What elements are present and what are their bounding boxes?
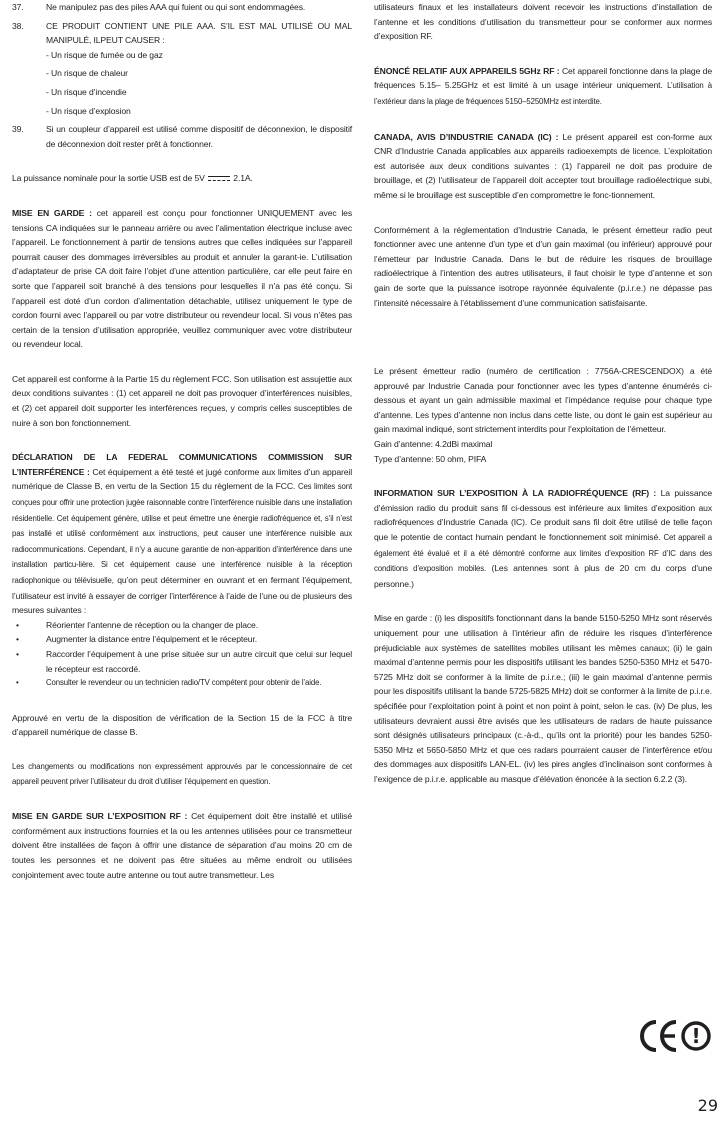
- fcc-declaration-heading: DÉCLARATION DE LA FEDERAL COMMUNICATIONS COMMISSION SUR L’INTERFÉRENCE :: [12, 452, 352, 477]
- 5ghz-text: Cet appareil fonctionne dans la plage de fréquences 5.15– 5.25GHz et est limité à un usage intérieur uniquement.: [374, 65, 712, 91]
- alert-mark-text: !: [691, 1024, 701, 1048]
- remedy-item: • Raccorder l’équipement à une prise située sur un autre circuit que celui sur lequel le récepteur est raccordé.: [12, 647, 352, 676]
- rf-exposure-heading: MISE EN GARDE SUR L’EXPOSITION RF :: [12, 811, 188, 822]
- 5ghz-heading: ÉNONCÉ RELATIF AUX APPAREILS 5GHz RF :: [374, 65, 560, 76]
- canada-ic-text: Le présent appareil est con-forme aux CNR d’Industrie Canada applicables aux appareils radioexempts de licence. L’exploitation est autorisée aux deux conditions suivantes : (1) l’appareil ne doit pas produire de brouillage, et (2) l’utilisateur de l’appareil doit accepter tout brouillage radioélectrique subi, même si le brouillage est susceptible d’en compromettre le fonc-tionnement.: [374, 131, 712, 200]
- risk-list: [46, 48, 352, 118]
- conformity-paragraph: Conformément à la réglementation d’Industrie Canada, le présent émetteur radio peut fonctionner avec une antenne d’un type et d’un gain maximal (ou inférieur) approuvé pour l’émetteur par Industrie Canada. Dans le but de réduire les risques de brouillage radioélectrique à l’intention des autres utilisateurs, il faut choisir le type d’antenne et son gain de sorte que la puissance isotrope rayonnée équivalente (p.i.r.e.) ne dépasse pas l’intensité nécessaire à l’établissement d’une communication satisfaisante.: [374, 224, 712, 308]
- alert-mark-icon: [683, 1023, 709, 1049]
- left-column: [12, 0, 352, 892]
- compliance-marks: [638, 1016, 712, 1056]
- remedy-item: • Consulter le revendeur ou un technicien radio/TV compétent pour obtenir de l’aide.: [12, 676, 352, 691]
- rf-info-tail: (Les antennes sont à plus de 20 cm du corps d’une personne.): [374, 563, 712, 589]
- item-number: 37.: [12, 2, 24, 12]
- changes-paragraph: Les changements ou modifications non expressément approuvés par le concessionnaire de cet appareil peuvent priver l’utilisateur du droit d’utiliser l’équipement en question.: [12, 761, 352, 786]
- remedy-item: • Réorienter l’antenne de réception ou la changer de place.: [12, 618, 352, 633]
- ce-mark-icon: [642, 1022, 676, 1050]
- rf-exposure-paragraph: [12, 809, 352, 882]
- 5ghz-caution-paragraph: Mise en garde : (i) les dispositifs fonctionnant dans la bande 5150-5250 MHz sont réservés uniquement pour une utilisation à l’intérieur afin de réduire les risques d’interférence préjudiciable aux systèmes de satellites mobiles utilisant les mêmes canaux; (ii) le gain maximal d’antenne permis pour les dispositifs utilisant les bandes 5250-5350 MHz et 5470-5725 MHz doit se conformer à la limite de p.i.r.e.; (iii) le gain maximal d’antenne permis pour les dispositifs utilisant la bande 5725-5825 MHz) doit se conformer à la limite de p.i.r.e. spécifiée pour l’exploitation point à point et non point à point, selon le cas. (iv) De plus, les utilisateurs devraient aussi être avisés que les utilisateurs de radars de haute puissance sont désignés utilisateurs principaux (c.-à-d., qu’ils ont la priorité) pour les bandes 5250-5350 MHz et 5650-5850 MHz et que ces radars pourraient causer de l’interférence et/ou des dommages aux dispositifs LAN-EL. (iv) les pires angles d’inclinaison sont conformes à l’exigence de p.i.r.e. applicable au masque d’élévation énoncée à la section 6.2.2 (3).: [374, 613, 712, 784]
- numbered-safety-list: [12, 0, 352, 151]
- rf-exposure-text: Cet équipement doit être installé et utilisé conformément aux instructions fournies et la ou les antennes utilisées pour ce transmetteur doivent être installées de façon à offrir une distance de séparation d’au moins 20 cm de toutes les personnes et ne doivent pas être situées au même endroit ou utilisées conjointement avec toute autre antenne ou tout autre transmetteur. Les: [12, 811, 352, 880]
- canada-ic-paragraph: [374, 130, 712, 203]
- 5ghz-small: L’utilisation à l’extérieur dans la plage de fréquences 5150–5250MHz est interdite.: [374, 81, 712, 106]
- antenna-type: Type d’antenne: 50 ohm, PIFA: [374, 453, 487, 464]
- rf-continued-paragraph: utilisateurs finaux et les installateurs doivent recevoir les instructions d’installation de l’antenne et les conditions d’utilisation du transmetteur pour se conformer aux normes d’exposition RF.: [374, 2, 712, 42]
- usb-rating: [12, 171, 352, 186]
- rf-info-paragraph: [374, 486, 712, 591]
- transmitter-paragraph: Le présent émetteur radio (numéro de certification : 7756A-CRESCENDOX) a été approuvé par Industrie Canada pour fonctionner avec les types d’antenne énumérés ci-dessous et ayant un gain admissible maximal et l’impédance requise pour chaque type d’antenne. Les types d’antenne non inclus dans cette liste, ou dont le gain est supérieur au gain maximal indiqué, sont strictement interdits pour l’exploitation de l’émetteur.: [374, 366, 712, 435]
- fcc-declaration-tail: qu’on peut déterminer en ouvrant et en fermant l’équipement, l’utilisateur est invité à essayer de corriger l’interférence à l’aide de l’une ou de plusieurs des mesures suivantes :: [12, 575, 352, 616]
- risk-item: - Un risque d’explosion: [46, 105, 131, 116]
- rf-info-text: La puissance d’émission radio du produit sans fil ci-dessous est inférieure aux limites d’exposition aux radiofréquences d’Industrie Canada (IC). Ce produit sans fil doit être utilisé de telle façon que le potentie de contact humain pendant le fonctionnement soit minimisé.: [374, 488, 712, 543]
- approved-paragraph: Approuvé en vertu de la disposition de vérification de la Section 15 de la FCC à titre d’appareil numérique de classe B.: [12, 712, 352, 738]
- item-text: Si un coupleur d’appareil est utilisé comme dispositif de déconnexion, le dispositif de déconnexion doit rester prêt à fonctionner.: [46, 124, 352, 149]
- rf-info-heading: INFORMATION SUR L’EXPOSITION À LA RADIOFRÉQUENCE (RF) :: [374, 488, 657, 499]
- usb-rating-text: La puissance nominale pour la sortie USB est de 5V: [12, 173, 205, 184]
- safety-item-39: [12, 122, 352, 151]
- fcc-declaration-small: Ces limites sont conçues pour offrir une protection jugée raisonnable contre l’interférence nuisible dans une installation résidentielle. Cet équipement génère, utilise et peut émettre une énergie radiofréquence et, s’il n’est pas installé et utilisé conformément aux instructions, peut causer une interférence nuisible aux radiocommunications. Cependant, il n’y a aucune garantie de non-apparition d’interférence dans une installation particu-lière. Si cet équipement cause une interférence nuisible à la réception radiophonique ou télévisuelle,: [12, 482, 352, 585]
- dc-current-icon: [208, 176, 230, 182]
- caution-text: cet appareil est conçu pour fonctionner UNIQUEMENT avec les tensions CA indiquées sur le panneau arrière ou avec l’alimentation électrique incluse avec l’appareil. Le fonctionnement à partir de tensions autres que celles indiquées sur l’appareil pourrait causer des dommages irréversibles au produit et annuler la garant-ie. L’utilisation d’adaptateur de prise CA doit faire l’objet d’une attention particulière, car elle peut faire en sorte que l’appareil soit branché à des tensions pour lesquelles il n’a pas été conçu. Si l’appareil est doté d’un cordon d’alimentation détachable, utilisez uniquement le type de cordon fourni avec l’appareil ou par votre distributeur ou revendeur local. Si vous n’êtes pas certain de la tension d’utilisation appropriée, veuillez communiquer avec votre distributeur ou revendeur local.: [12, 207, 352, 350]
- page-number: 29: [697, 1096, 718, 1115]
- risk-item: - Un risque de chaleur: [46, 68, 128, 79]
- rf-info-small: Cet appareil a également été évalué et il a été démontré conforme aux limites d’exposition RF d’IC dans des conditions d’exposition mobiles.: [374, 533, 712, 574]
- safety-item-37: [12, 0, 352, 15]
- safety-item-38: [12, 19, 352, 119]
- remedy-item: • Augmenter la distance entre l’équipement et le récepteur.: [12, 632, 352, 647]
- 5ghz-paragraph: [374, 64, 712, 110]
- fcc-part15-paragraph: Cet appareil est conforme à la Partie 15 du règlement FCC. Son utilisation est assujettie aux deux conditions suivantes : (1) cet appareil ne doit pas provoquer d’interférences nuisibles, et (2) cet appareil doit supporter les interférences reçues, y compris celles susceptibles de nuire à son bon fonctionnement.: [12, 373, 352, 428]
- caution-heading: MISE EN GARDE :: [12, 207, 92, 218]
- risk-item: - Un risque de fumée ou de gaz: [46, 49, 163, 60]
- usb-rating-value: 2.1A.: [233, 173, 253, 184]
- remedy-list: [12, 618, 352, 691]
- risk-item: - Un risque d’incendie: [46, 86, 127, 97]
- right-column: [374, 0, 712, 797]
- caution-paragraph: [12, 206, 352, 352]
- canada-ic-heading: CANADA, AVIS D’INDUSTRIE CANADA (IC) :: [374, 131, 559, 142]
- fcc-declaration-text: Cet équipement a été testé et jugé conforme aux limites d’un appareil numérique de Classe B, en vertu de la Section 15 du règlement de la FCC.: [12, 466, 352, 492]
- item-number: 39.: [12, 124, 24, 135]
- item-text: CE PRODUIT CONTIENT UNE PILE AAA. S’IL EST MAL UTILISÉ OU MAL MANIPULÉ, ILPEUT CAUSER :: [46, 20, 352, 46]
- item-number: 38.: [12, 20, 24, 31]
- item-text: Ne manipulez pas des piles AAA qui fuient ou qui sont endommagées.: [46, 2, 306, 12]
- fcc-declaration-paragraph: [12, 450, 352, 618]
- antenna-gain: Gain d’antenne: 4.2dBi maximal: [374, 439, 493, 450]
